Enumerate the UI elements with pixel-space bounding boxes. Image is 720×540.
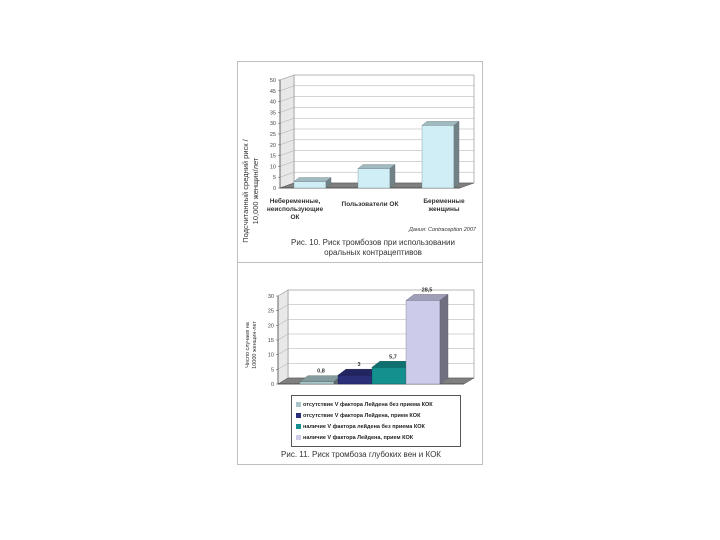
bar-front — [422, 125, 454, 188]
bar-top — [294, 178, 331, 182]
category-label-line: Небеременные, — [269, 198, 321, 205]
legend-item — [296, 410, 456, 421]
bar-top — [358, 165, 395, 169]
chart-thrombosis-oc — [238, 62, 484, 263]
y-tick-label: 5 — [270, 367, 274, 374]
figure-caption — [278, 238, 468, 258]
y-tick-label: 30 — [269, 121, 276, 128]
y-tick-label: 20 — [267, 323, 274, 330]
y-tick-label: 20 — [269, 142, 276, 149]
category-label — [342, 201, 399, 208]
category-label-line: Пользователи ОК — [341, 201, 399, 208]
y-axis-label-line2: 10000 женщин-лет — [252, 321, 258, 369]
bar-side — [440, 294, 448, 384]
y-tick-label: 35 — [269, 110, 276, 117]
y-tick-label: 50 — [269, 78, 276, 84]
y-tick-label: 30 — [267, 294, 274, 300]
legend-label: наличие V фактора лейдена без приема КОК — [303, 423, 425, 430]
y-tick-label: 0 — [272, 186, 276, 192]
bar-front — [294, 182, 326, 188]
data-label: 28,5 — [421, 287, 433, 294]
y-tick-label: 40 — [269, 99, 276, 106]
data-label: 3 — [357, 362, 361, 369]
chart-panel-thrombosis-oc — [237, 61, 483, 262]
bar-front — [338, 375, 372, 384]
legend-swatch — [296, 402, 301, 407]
y-tick-label: 10 — [269, 164, 276, 171]
legend-item — [296, 432, 456, 443]
y-tick-label: 15 — [267, 338, 274, 344]
caption-line2: оральных контрацептивов — [324, 248, 422, 257]
bar-top — [422, 121, 459, 125]
category-label — [267, 197, 324, 221]
y-tick-label: 25 — [269, 132, 276, 138]
y-tick-label: 15 — [269, 153, 276, 160]
bar-front — [358, 169, 390, 188]
bar-2 — [358, 165, 395, 188]
category-label — [423, 198, 465, 213]
chart-dvt-coc — [238, 263, 484, 393]
bar-1 — [294, 178, 331, 188]
y-tick-label: 10 — [267, 352, 274, 359]
data-label: 5,7 — [389, 354, 397, 361]
legend-label: отсутствие V фактора Лейдена без приема КОК — [303, 401, 433, 408]
legend-item — [296, 421, 456, 432]
y-tick-label: 25 — [267, 308, 274, 315]
y-tick-label: 5 — [272, 175, 276, 182]
legend-swatch — [296, 413, 301, 418]
bar-3 — [422, 121, 459, 188]
legend-swatch — [296, 435, 301, 440]
category-label-line: Беременные — [423, 198, 465, 205]
bar-1 — [300, 376, 342, 384]
legend-item — [296, 399, 456, 410]
bar-4 — [406, 294, 448, 384]
figure-caption: Рис. 11. Риск тромбоза глубоких вен и КОК — [281, 450, 441, 459]
category-label-line: неиспользующие — [266, 206, 324, 213]
y-axis-label-line1: Подсчитанный средний риск / — [241, 139, 250, 243]
legend-label: отсутствие V фактора Лейдена, прием КОК — [303, 412, 421, 419]
source-note: Дания: Contraception 2007 — [408, 227, 476, 233]
legend-swatch — [296, 424, 301, 429]
chart-panel-dvt-coc — [237, 262, 483, 465]
y-axis-label-line1: Число случаев на — [245, 322, 251, 368]
data-label: 0,8 — [317, 368, 325, 375]
caption-line1: Рис. 10. Риск тромбозов при использовании — [291, 238, 455, 247]
legend — [291, 395, 461, 447]
category-label-line: ОК — [290, 214, 300, 221]
bar-front — [300, 382, 334, 384]
category-label-line: женщины — [428, 206, 460, 213]
bar-front — [406, 300, 440, 384]
bar-side — [454, 121, 459, 188]
y-tick-label: 45 — [269, 88, 276, 95]
bar-front — [372, 367, 406, 384]
y-tick-label: 0 — [270, 382, 274, 388]
y-axis-label-line2: 10,000 женщин/лет — [251, 157, 260, 225]
legend-label: наличие V фактора Лейдена, прием КОК — [303, 434, 414, 441]
bar-side — [390, 165, 395, 188]
